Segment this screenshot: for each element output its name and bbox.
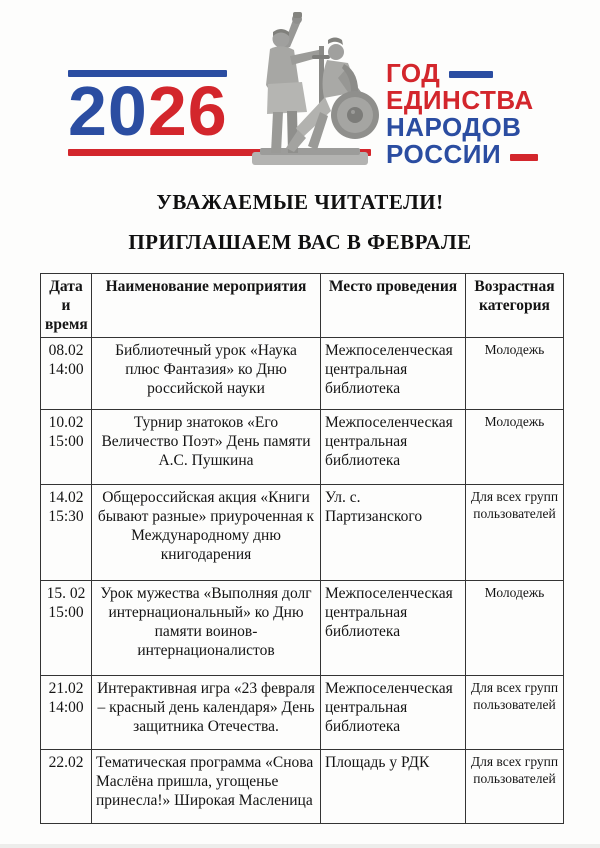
table-row xyxy=(41,581,564,676)
table-row xyxy=(41,485,564,581)
events-schedule-table xyxy=(40,273,564,824)
event-cell: Интерактивная игра «23 февраля – красный день календаря» День защитника Отечества. xyxy=(92,676,321,750)
place-cell: Площадь у РДК xyxy=(321,750,466,824)
date-cell xyxy=(41,581,92,676)
header-age-category: Возрастная категория xyxy=(466,274,564,338)
category-cell: Для всех групп пользователей xyxy=(466,750,564,824)
event-time: 15:00 xyxy=(48,604,84,621)
event-cell: Урок мужества «Выполняя долг интернациональный» ко Дню памяти воинов-интернационалистов xyxy=(92,581,321,676)
event-cell: Тематическая программа «Снова Маслёна пришла, угощенье принесла!» Широкая Масленица xyxy=(92,750,321,824)
date-cell xyxy=(41,485,92,581)
event-time: 15:30 xyxy=(48,508,84,525)
place-cell: Межпоселенческая центральная библиотека xyxy=(321,410,466,485)
date-cell xyxy=(41,676,92,750)
event-cell: Библиотечный урок «Наука плюс Фантазия» ко Дню российской науки xyxy=(92,338,321,410)
logo-rossii-red-dash xyxy=(510,154,538,161)
logo-god-blue-dash xyxy=(449,71,493,78)
date-cell xyxy=(41,410,92,485)
logo-line-rossii: РОССИИ xyxy=(386,139,502,169)
header-venue: Место проведения xyxy=(321,274,466,338)
minin-pozharsky-statue-image xyxy=(224,12,384,168)
logo-line-edinstva: ЕДИНСТВА xyxy=(386,85,534,115)
category-cell: Для всех групп пользователей xyxy=(466,485,564,581)
invitation-title: ПРИГЛАШАЕМ ВАС В ФЕВРАЛЕ xyxy=(128,230,472,254)
date-cell xyxy=(41,338,92,410)
logo-line-narodov: НАРОДОВ xyxy=(386,112,522,142)
table-row xyxy=(41,338,564,410)
category-cell: Молодежь xyxy=(466,410,564,485)
event-date: 10.02 xyxy=(48,414,84,431)
logo-year-red-digits: 26 xyxy=(147,72,228,150)
readers-greeting-title: УВАЖАЕМЫЕ ЧИТАТЕЛИ! xyxy=(156,190,444,214)
scan-bottom-edge xyxy=(0,844,600,848)
event-time: 14:00 xyxy=(48,699,84,716)
event-cell: Общероссийская акция «Книги бывают разные» приуроченная к Международному дню книгодарения xyxy=(92,485,321,581)
event-date: 15. 02 xyxy=(46,585,86,602)
place-cell: Ул. с. Партизанского xyxy=(321,485,466,581)
event-cell: Турнир знатоков «Его Величество Поэт» День памяти А.С. Пушкина xyxy=(92,410,321,485)
category-cell: Молодежь xyxy=(466,338,564,410)
place-cell: Межпоселенческая центральная библиотека xyxy=(321,676,466,750)
category-cell: Молодежь xyxy=(466,581,564,676)
header-event-name: Наименование мероприятия xyxy=(92,274,321,338)
event-time: 15:00 xyxy=(48,433,84,450)
year-2026-logo xyxy=(68,12,535,170)
category-cell: Для всех групп пользователей xyxy=(466,676,564,750)
event-date: 14.02 xyxy=(48,489,84,506)
event-date: 22.02 xyxy=(48,754,84,771)
logo-slogan xyxy=(386,60,536,168)
table-row xyxy=(41,410,564,485)
table-row xyxy=(41,676,564,750)
header-date-time: Дата и время xyxy=(41,274,92,338)
logo-year-2026 xyxy=(68,72,228,150)
place-cell: Межпоселенческая центральная библиотека xyxy=(321,581,466,676)
table-row xyxy=(41,750,564,824)
event-time: 14:00 xyxy=(48,361,84,378)
table-header-row xyxy=(41,274,564,338)
event-date: 08.02 xyxy=(48,342,84,359)
place-cell: Межпоселенческая центральная библиотека xyxy=(321,338,466,410)
logo-year-blue-digits: 20 xyxy=(68,72,148,150)
logo-line-god: ГОД xyxy=(386,58,441,88)
date-cell xyxy=(41,750,92,824)
event-date: 21.02 xyxy=(48,680,84,697)
